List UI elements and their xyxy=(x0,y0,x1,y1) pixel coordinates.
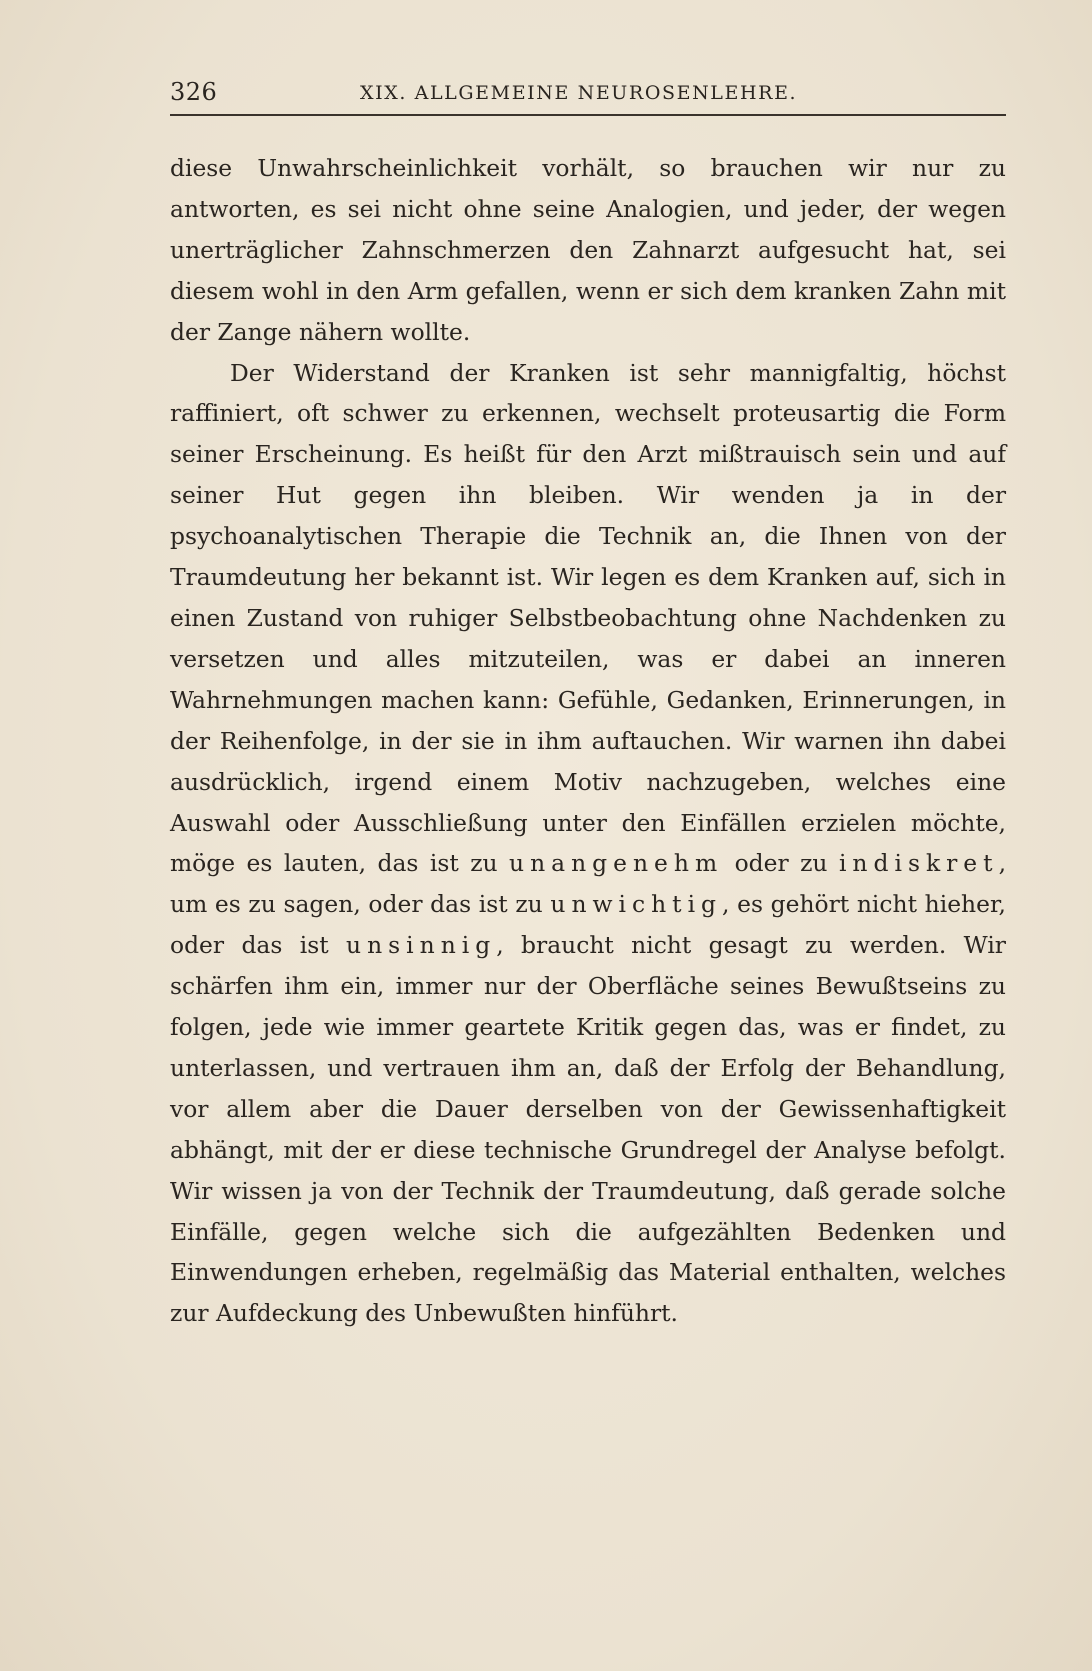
text-segment: Der Widerstand der Kranken ist sehr mannigfaltig, höchst raffiniert, oft schwer zu erkennen, wechselt proteusartig die Form seiner Erscheinung. Es heißt für den Arzt mißtrauisch sein und auf seiner Hut gegen ihn bleiben. Wir wenden ja in der psychoanalytischen Therapie die Technik an, die Ihnen von der Traumdeutung her bekannt ist. Wir legen es dem Kranken auf, sich in einen Zustand von ruhiger Selbstbeobachtung ohne Nachdenken zu versetzen und alles mitzuteilen, was er dabei an inneren Wahrnehmungen machen kann: Gefühle, Gedanken, Erinnerungen, in der Reihenfolge, in der sie in ihm auftauchen. Wir warnen ihn dabei ausdrücklich, irgend einem Motiv nachzugeben, welches eine Auswahl oder Ausschließung unter den Einfällen erzielen möchte, möge es lauten, das ist zu xyxy=(170,358,1006,878)
spaced-emphasis: unsinnig xyxy=(346,931,497,960)
spaced-emphasis: unwichtig xyxy=(550,890,723,919)
body-text xyxy=(170,148,1006,1334)
spaced-emphasis: unangenehm xyxy=(509,849,724,878)
header-rule xyxy=(170,114,1006,116)
paragraph-1 xyxy=(170,148,1006,353)
text-segment: , braucht nicht gesagt zu werden. Wir schärfen ihm ein, immer nur der Oberfläche seines Bewußtseins zu folgen, jede wie immer geartete Kritik gegen das, was er findet, zu unterlassen, und vertrauen ihm an, daß der Erfolg der Behandlung, vor allem aber die Dauer derselben von der Gewissenhaftigkeit abhängt, mit der er diese technische Grundregel der Analyse befolgt. Wir wissen ja von der Technik der Traumdeutung, daß gerade solche Einfälle, gegen welche sich die aufgezählten Bedenken und Einwendungen erheben, regelmäßig das Material enthalten, welches zur Aufdeckung des Unbewußten hinführt. xyxy=(170,931,1006,1328)
running-title: XIX. ALLGEMEINE NEUROSENLEHRE. xyxy=(360,82,798,104)
paragraph-2 xyxy=(170,353,1006,1335)
spaced-emphasis: indiskret xyxy=(838,849,999,878)
text-segment: , es gehört nicht hieher, oder das ist xyxy=(170,890,1006,960)
text-segment: , um es zu sagen, oder das ist zu xyxy=(170,849,1006,919)
running-head xyxy=(170,78,1008,108)
text-segment: diese Unwahrscheinlichkeit vorhält, so brauchen wir nur zu antworten, es sei nicht ohne seine Analogien, und jeder, der wegen unerträglicher Zahnschmerzen den Zahnarzt aufgesucht hat, sei diesem wohl in den Arm gefallen, wenn er sich dem kranken Zahn mit der Zange nähern wollte. xyxy=(170,154,1006,346)
text-segment: oder zu xyxy=(723,849,839,878)
page-number: 326 xyxy=(170,78,218,106)
